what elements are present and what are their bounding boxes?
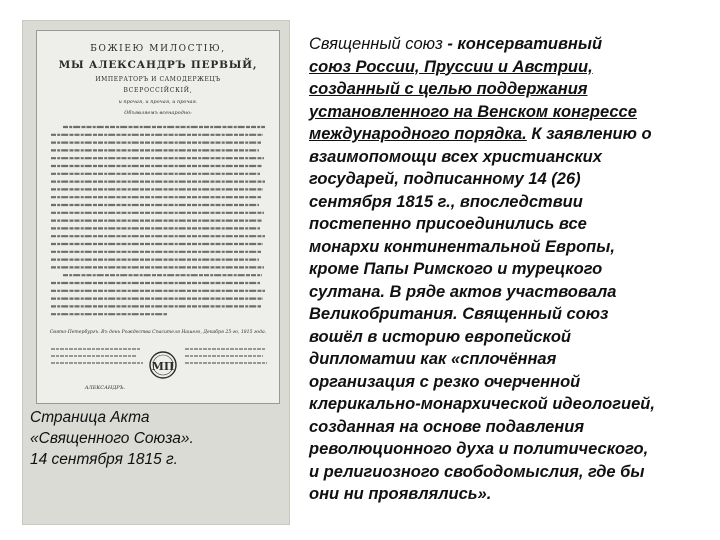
text-line-11: кроме Папы Римского и турецкого: [309, 260, 603, 278]
text-line-9: постепенно присоединились все: [309, 215, 587, 233]
text-line-18: созданная на основе подавления: [309, 417, 585, 436]
text-line-2: союз России, Пруссии и Австрии,: [309, 57, 593, 76]
act-page-image: [36, 30, 280, 404]
text-line-8: сентября 1815 г., впоследствии: [309, 192, 583, 211]
text-line-10: монархи континентальной Европы,: [309, 237, 615, 256]
text-line-16: организация с резко очерченной: [309, 372, 581, 391]
text-line-3: созданный с целью поддержания: [309, 80, 588, 98]
text-line-21: они ни проявлялись».: [309, 485, 492, 503]
text-line-13: Великобритания. Священный союз: [309, 305, 609, 323]
text-line-20: и религиозного свободомыслия, где бы: [309, 462, 645, 481]
caption-line-3: 14 сентября 1815 г.: [30, 451, 178, 468]
act-heading-line-3: ИМПЕРАТОРЪ И САМОДЕРЖЕЦЪ: [95, 76, 221, 83]
term-holy-alliance: Священный союз: [309, 35, 443, 53]
act-signature: АЛЕКСАНДРЪ.: [84, 385, 126, 391]
text-lines-rest: [309, 146, 714, 506]
act-date-line: Свято-Петербургъ. Въ день Рождества Спасителя Нашего, Декабря 25-го, 1815 года.: [49, 330, 267, 335]
act-body-text: [51, 127, 265, 314]
text-line-14: вошёл в историю европейской: [309, 327, 572, 346]
act-heading-line-4: ВСЕРОССІЙСКІЙ,: [123, 87, 193, 94]
act-heading-line-6: Объявляемъ всенародно:: [124, 110, 192, 116]
caption-line-2: «Священного Союза».: [30, 430, 194, 447]
text-line-5-underlined: международного порядка.: [309, 125, 527, 143]
text-line-1: [309, 33, 714, 56]
image-caption: [30, 407, 260, 470]
text-line-15: дипломатии как «сплочённая: [309, 350, 557, 368]
act-page-svg: [37, 31, 279, 403]
text-line-17: клерикально-монархической идеологией,: [309, 395, 655, 413]
text-line-12: султана. В ряде актов участвовала: [309, 282, 617, 301]
act-heading-line-5: и прочая, и прочая, и прочая.: [118, 99, 198, 105]
act-heading-line-2: МЫ АЛЕКСАНДРЪ ПЕРВЫЙ,: [58, 59, 258, 71]
text-line-1-rest: - консервативный: [442, 35, 603, 53]
text-line-19: революционного духа и политического,: [309, 440, 649, 458]
text-line-5: [309, 123, 714, 146]
text-line-5-rest: К заявлению о: [526, 125, 652, 143]
holy-alliance-description: [309, 33, 714, 506]
text-line-4: установленного на Венском конгрессе: [309, 102, 637, 121]
seal-monogram: МП: [151, 360, 175, 373]
act-heading-line-1: БОЖІЕЮ МИЛОСТІЮ,: [90, 44, 226, 54]
text-line-6: взаимопомощи всех христианских: [309, 147, 602, 166]
text-line-7: государей, подписанному 14 (26): [309, 170, 581, 188]
caption-line-1: Страница Акта: [30, 409, 150, 426]
